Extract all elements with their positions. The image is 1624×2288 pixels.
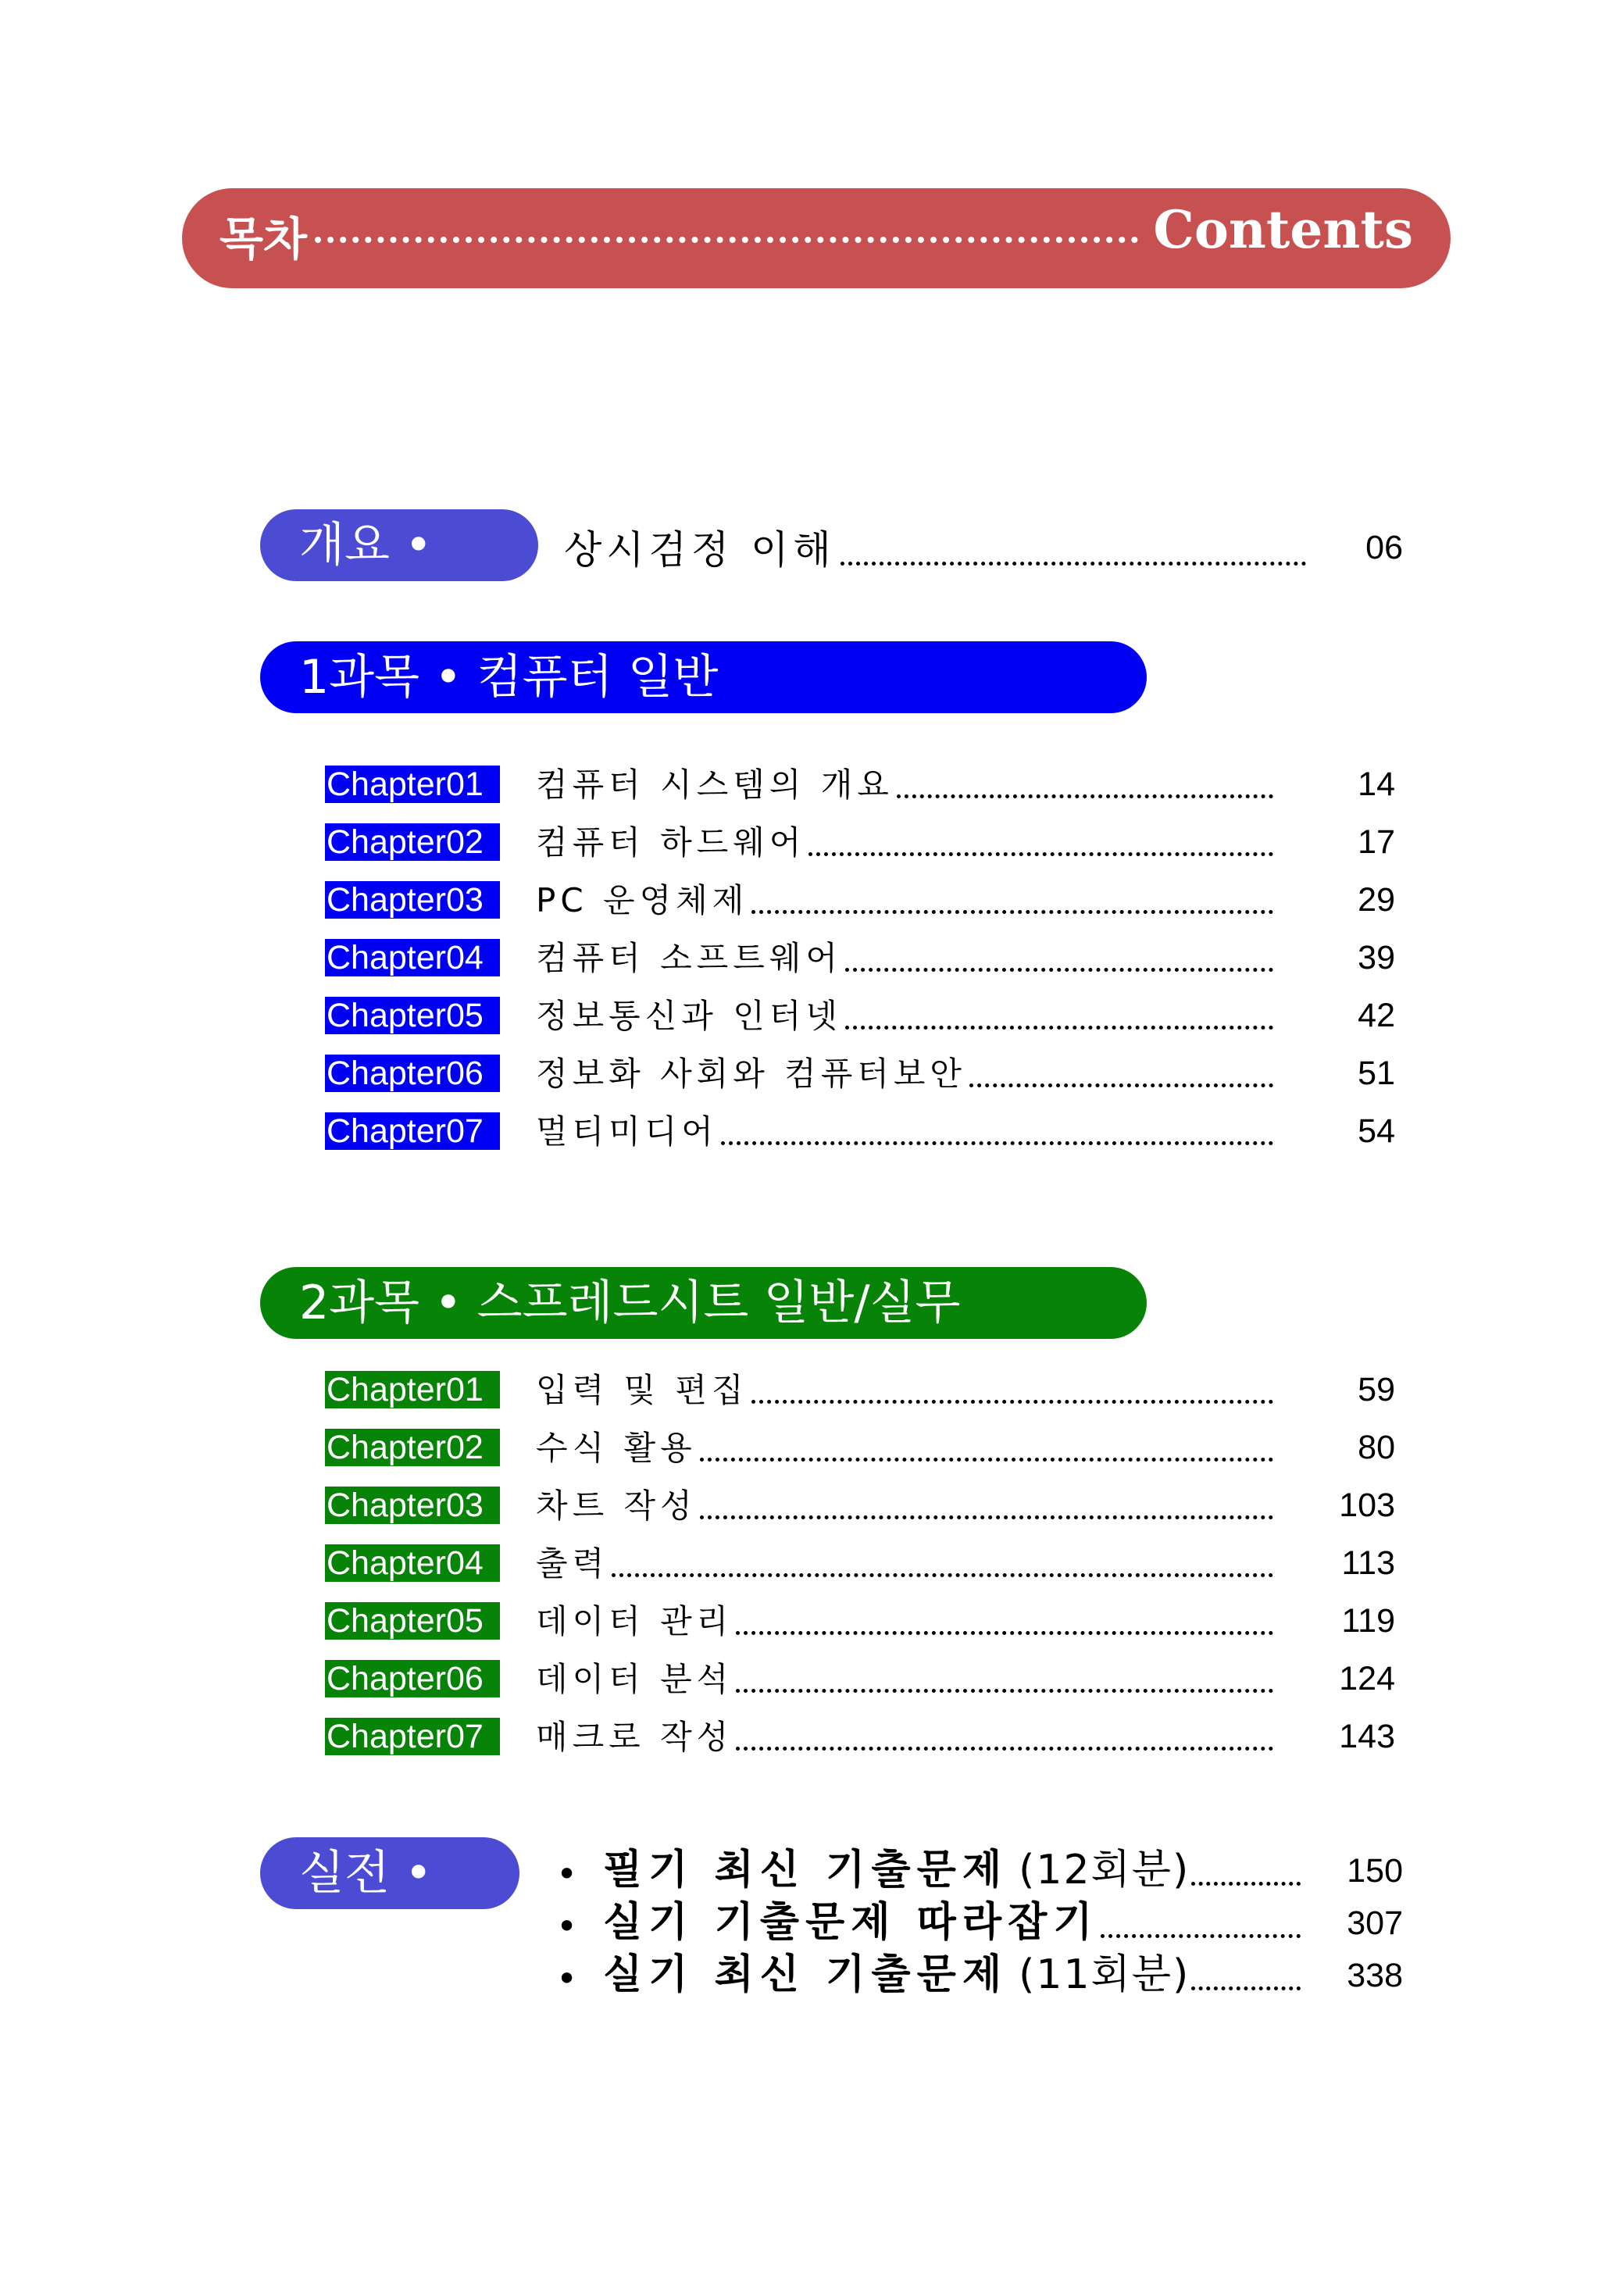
chapter-title: 데이터 관리: [536, 1602, 733, 1640]
chapter-row[interactable]: [325, 1109, 1403, 1156]
leader-dots: [700, 1458, 1273, 1462]
chapter-tag: Chapter02: [325, 1429, 500, 1466]
leader-dots: [736, 1747, 1273, 1751]
bullet: •: [556, 1905, 578, 1947]
chapter-title: 정보통신과 인터넷: [536, 997, 842, 1035]
practice-item[interactable]: [556, 1844, 1302, 1895]
chapter-tag: Chapter01: [325, 1371, 500, 1408]
intro-entry[interactable]: [564, 520, 1309, 575]
chapter-row[interactable]: [325, 1715, 1403, 1762]
chapter-row[interactable]: [325, 936, 1403, 983]
bullet: •: [556, 1958, 578, 2000]
chapter-tag: Chapter02: [325, 823, 500, 861]
chapter-tag: Chapter07: [325, 1112, 500, 1150]
header-title-english: Contents: [1153, 199, 1413, 260]
chapter-page: 51: [1358, 1055, 1395, 1092]
intro-entry-title: 상시검정 이해: [564, 527, 836, 573]
chapter-title: 데이터 분석: [536, 1660, 733, 1698]
leader-dots: [700, 1515, 1273, 1519]
chapter-row[interactable]: [325, 1541, 1403, 1588]
chapter-page: 29: [1358, 881, 1395, 919]
chapter-title: 컴퓨터 하드웨어: [536, 823, 806, 862]
chapter-entry: [536, 762, 1278, 806]
intro-entry-page: 06: [1365, 529, 1403, 566]
chapter-entry: [536, 936, 1278, 980]
contents-header: [182, 188, 1451, 288]
part2-pill: [260, 1267, 1147, 1339]
chapter-row[interactable]: [325, 1051, 1403, 1098]
chapter-row[interactable]: [325, 1599, 1403, 1646]
chapter-tag: Chapter05: [325, 1602, 500, 1640]
chapter-entry: [536, 878, 1278, 922]
bullet: •: [556, 1853, 578, 1895]
leader-dots: [897, 794, 1273, 798]
chapter-entry: [536, 820, 1278, 864]
chapter-page: 124: [1339, 1660, 1395, 1697]
chapter-page: 103: [1339, 1487, 1395, 1524]
chapter-page: 113: [1341, 1544, 1395, 1582]
chapter-page: 59: [1358, 1371, 1395, 1408]
chapter-title: 컴퓨터 시스템의 개요: [536, 766, 894, 804]
practice-pill: [260, 1837, 519, 1909]
chapter-tag: Chapter03: [325, 1487, 500, 1524]
practice-item-page: 150: [1347, 1852, 1403, 1890]
chapter-entry: [536, 1541, 1278, 1585]
leader-dots: [845, 968, 1273, 972]
chapter-tag: Chapter05: [325, 997, 500, 1034]
leader-dots: [808, 852, 1273, 856]
chapter-tag: Chapter04: [325, 939, 500, 976]
header-title-korean: 목차: [220, 212, 308, 266]
chapter-entry: [536, 1109, 1278, 1153]
practice-item-suffix: (12회분): [1019, 1847, 1190, 1894]
chapter-page: 14: [1358, 766, 1395, 803]
chapter-title: PC 운영체제: [536, 881, 749, 919]
leader-dots: [721, 1141, 1273, 1145]
chapter-page: 54: [1358, 1112, 1395, 1150]
chapter-tag: Chapter01: [325, 766, 500, 803]
practice-item-title: 필기 최신 기출문제: [603, 1847, 1008, 1894]
chapter-tag: Chapter07: [325, 1718, 500, 1755]
practice-item-page: 338: [1347, 1957, 1403, 1994]
chapter-row[interactable]: [325, 762, 1403, 809]
leader-dots: [751, 910, 1273, 914]
practice-pill-label: 실전 •: [299, 1846, 433, 1901]
practice-item[interactable]: [556, 1948, 1302, 2000]
chapter-tag: Chapter06: [325, 1055, 500, 1092]
chapter-entry: [536, 1368, 1278, 1412]
chapter-title: 출력: [536, 1544, 609, 1583]
chapter-tag: Chapter06: [325, 1660, 500, 1697]
chapter-entry: [536, 994, 1278, 1037]
practice-item-title: 실기 기출문제 따라잡기: [603, 1899, 1099, 1946]
part1-pill-label: 1과목 • 컴퓨터 일반: [299, 650, 719, 705]
chapter-row[interactable]: [325, 1426, 1403, 1472]
chapter-title: 수식 활용: [536, 1429, 697, 1467]
chapter-title: 멀티미디어: [536, 1112, 718, 1151]
chapter-page: 80: [1358, 1429, 1395, 1466]
chapter-tag: Chapter04: [325, 1544, 500, 1582]
chapter-page: 39: [1358, 939, 1395, 976]
leader-dots: [845, 1026, 1273, 1030]
chapter-page: 143: [1339, 1718, 1395, 1755]
part2-pill-label: 2과목 • 스프레드시트 일반/실무: [299, 1276, 961, 1330]
chapter-row[interactable]: [325, 1368, 1403, 1415]
chapter-entry: [536, 1715, 1278, 1758]
chapter-page: 42: [1358, 997, 1395, 1034]
chapter-entry: [536, 1657, 1278, 1701]
chapter-title: 컴퓨터 소프트웨어: [536, 939, 842, 977]
intro-pill-label: 개요 •: [299, 518, 433, 573]
chapter-page: 119: [1341, 1602, 1395, 1640]
chapter-entry: [536, 1483, 1278, 1527]
chapter-title: 정보화 사회와 컴퓨터보안: [536, 1055, 966, 1093]
practice-item-page: 307: [1347, 1904, 1403, 1942]
part1-pill: [260, 641, 1147, 713]
header-leader-dots: [315, 237, 1138, 243]
chapter-row[interactable]: [325, 820, 1403, 867]
practice-item-title: 실기 최신 기출문제: [603, 1951, 1008, 1998]
chapter-row[interactable]: [325, 1657, 1403, 1704]
leader-dots: [736, 1631, 1273, 1635]
intro-pill: [260, 509, 538, 581]
chapter-title: 차트 작성: [536, 1487, 697, 1525]
leader-dots: [841, 562, 1306, 566]
chapter-row[interactable]: [325, 1483, 1403, 1530]
chapter-entry: [536, 1426, 1278, 1469]
practice-item[interactable]: [556, 1896, 1302, 1947]
leader-dots: [1101, 1934, 1301, 1938]
chapter-row[interactable]: [325, 994, 1403, 1040]
chapter-page: 17: [1358, 823, 1395, 861]
leader-dots: [1191, 1986, 1301, 1990]
leader-dots: [1191, 1882, 1301, 1886]
leader-dots: [612, 1573, 1273, 1577]
chapter-entry: [536, 1599, 1278, 1643]
leader-dots: [736, 1689, 1273, 1693]
leader-dots: [969, 1083, 1273, 1087]
chapter-row[interactable]: [325, 878, 1403, 925]
practice-item-suffix: (11회분): [1019, 1951, 1190, 1998]
chapter-entry: [536, 1051, 1278, 1095]
leader-dots: [751, 1400, 1273, 1404]
chapter-title: 입력 및 편집: [536, 1371, 748, 1409]
chapter-tag: Chapter03: [325, 881, 500, 919]
chapter-title: 매크로 작성: [536, 1718, 733, 1756]
